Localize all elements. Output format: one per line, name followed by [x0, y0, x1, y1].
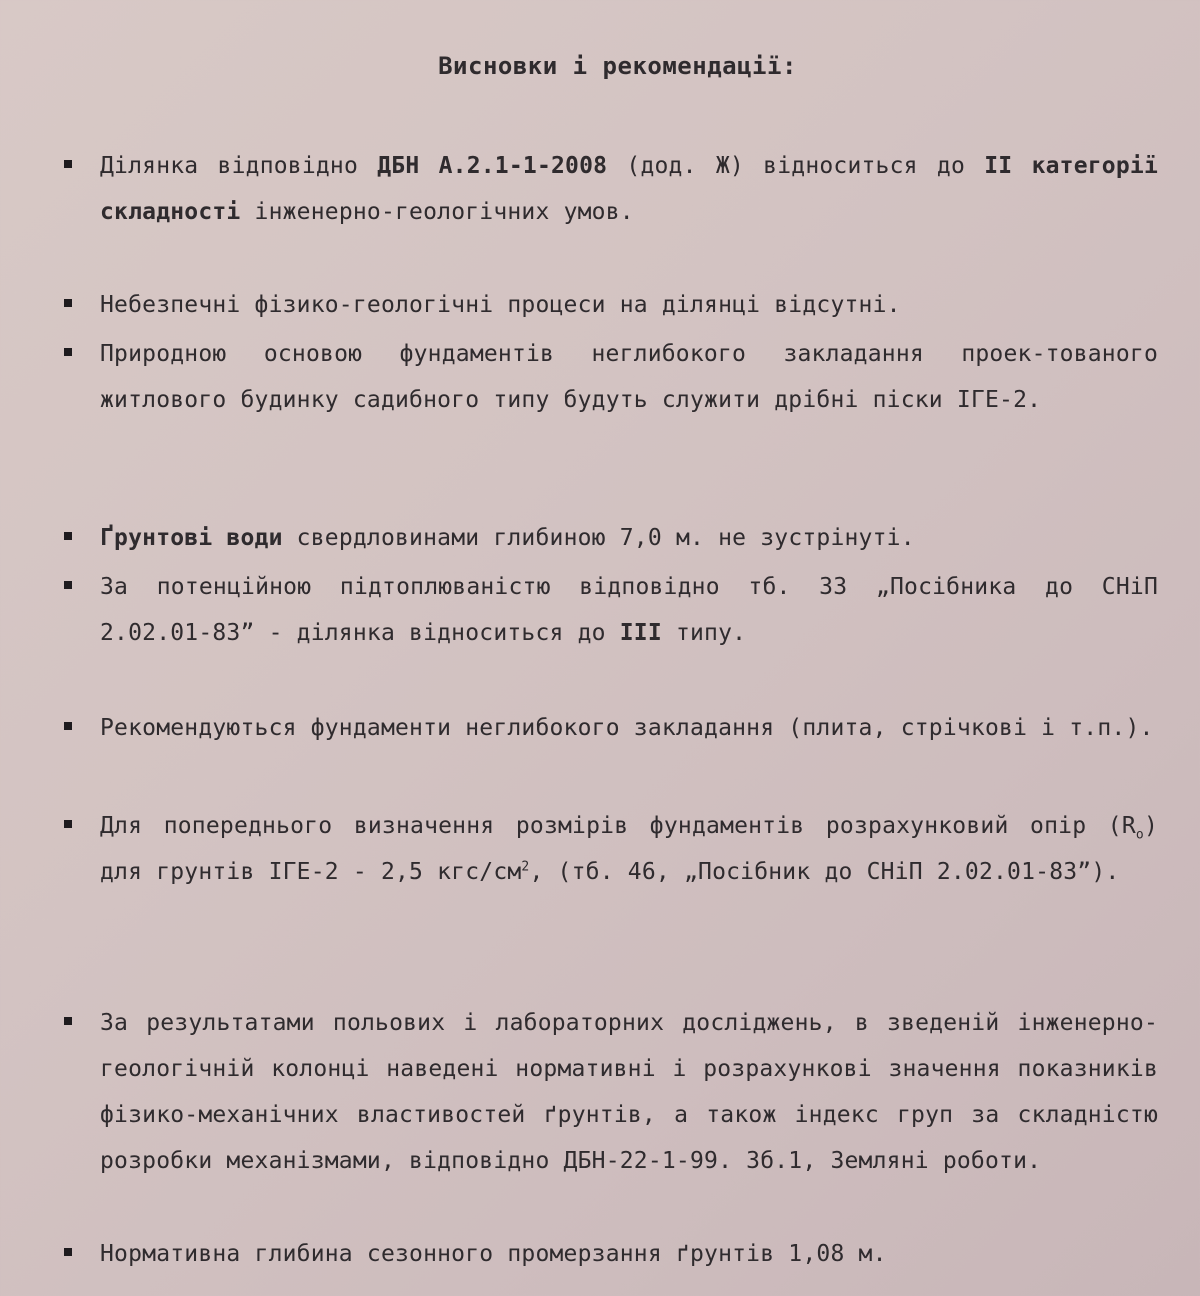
list-item: Ґрунтові води свердловинами глибиною 7,0 м. не зустрінуті.	[100, 515, 1158, 561]
list-item: За результатами польових і лабораторних досліджень, в зведеній інженерно-геологічній колонці наведені нормативні і розрахункові значення показників фізико-механічних властивостей ґрунтів, а також індекс груп за складністю розробки механізмами, відповідно ДБН-22-1-99. Зб.1, Земляні роботи.	[100, 1000, 1158, 1184]
list-item: Рекомендуються фундаменти неглибокого закладання (плита, стрічкові і т.п.).	[100, 705, 1158, 751]
list-item: Ділянка відповідно ДБН А.2.1-1-2008 (дод. Ж) відноситься до ІІ категорії складності інженерно-геологічних умов.	[100, 143, 1158, 235]
bullet-icon	[64, 722, 72, 730]
bullet-icon	[64, 581, 72, 589]
list-item: Для попереднього визначення розмірів фундаментів розрахунковий опір $(R_o)$ для грунтів ІГЕ-2 - 2,5 кгс/$см^2$, (тб. 46, „Посібник до СНіП 2.02.01-83”).	[100, 803, 1158, 895]
bullet-icon	[64, 532, 72, 540]
list-item: Нормативна глибина сезонного промерзання ґрунтів 1,08 м.	[100, 1231, 1158, 1277]
bullet-icon	[64, 348, 72, 356]
bullet-icon	[64, 820, 72, 828]
bullet-icon	[64, 160, 72, 168]
bullet-icon	[64, 299, 72, 307]
list-item: За потенційною підтоплюваністю відповідно тб. 33 „Посібника до СНіП 2.02.01-83” - ділянка відноситься до ІІІ типу.	[100, 564, 1158, 656]
page-title: Висновки і рекомендації:	[438, 52, 797, 80]
bullet-icon	[64, 1017, 72, 1025]
list-item: Небезпечні фізико-геологічні процеси на ділянці відсутні.	[100, 282, 1158, 328]
list-item: Природною основою фундаментів неглибокого закладання проек-тованого житлового будинку садибного типу будуть служити дрібні піски ІГЕ-2.	[100, 331, 1158, 423]
bullet-icon	[64, 1248, 72, 1256]
